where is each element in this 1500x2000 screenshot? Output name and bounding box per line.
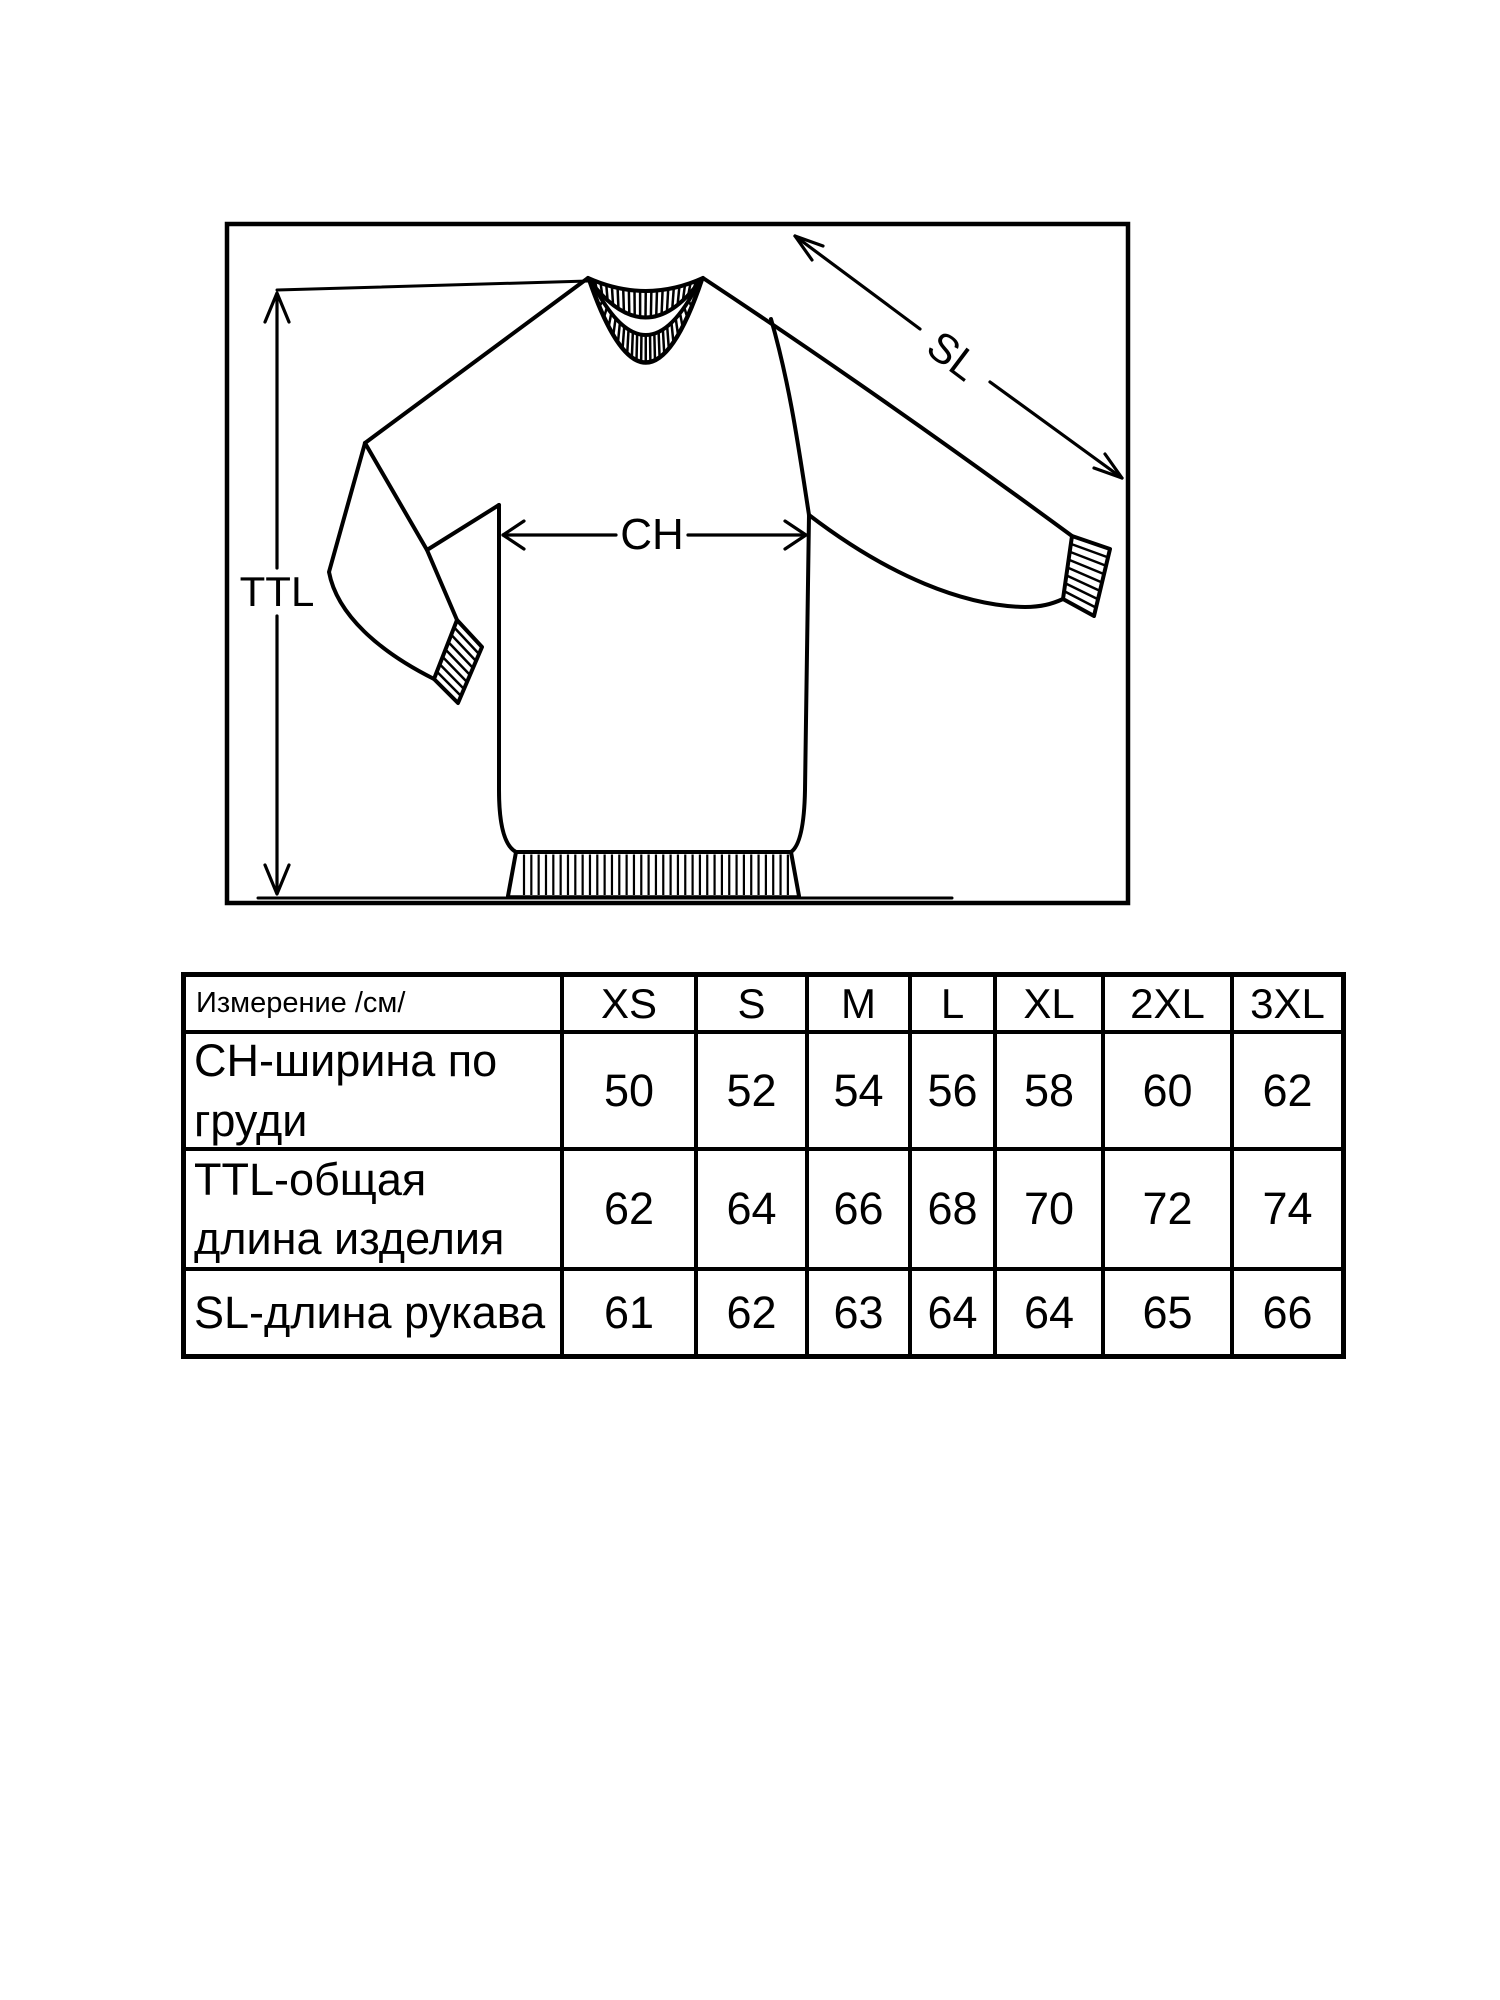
size-value: 68 [912,1151,997,1271]
size-value: 61 [564,1271,698,1354]
sl-label: SL [918,321,988,390]
row-label: SL-длина рукава [186,1271,564,1354]
size-table-grid [186,977,1341,1354]
row-label: TTL-общая длина изделия [186,1151,564,1271]
size-diagram [0,0,1500,960]
size-value: 60 [1105,1034,1234,1151]
size-value: 66 [809,1151,912,1271]
right-cuff-ribbing [1064,544,1108,608]
size-value: 64 [912,1271,997,1354]
row-label: CH-ширина по груди [186,1034,564,1151]
size-value: 74 [1234,1151,1341,1271]
ttl-dimension-arrow [258,281,952,898]
size-value: 62 [698,1271,809,1354]
table-header-size-L: L [912,977,997,1034]
table-header-size-3XL: 3XL [1234,977,1341,1034]
table-header-size-2XL: 2XL [1105,977,1234,1034]
size-value: 62 [1234,1034,1341,1151]
size-value: 52 [698,1034,809,1151]
size-value: 63 [809,1271,912,1354]
table-header-size-M: M [809,977,912,1034]
size-value: 64 [997,1271,1105,1354]
size-value: 66 [1262,1286,1313,1338]
table-header-size-S: S [698,977,809,1034]
size-value: 64 [698,1151,809,1271]
size-value: 70 [997,1151,1105,1271]
size-value: 65 [1105,1271,1234,1354]
table-header-size-XL: XL [997,977,1105,1034]
size-table [181,972,1346,1359]
size-value: 72 [1105,1151,1234,1271]
size-value: 50 [564,1034,698,1151]
ch-label: CH [620,510,684,559]
sweater-outline [329,278,1110,897]
table-header-size-XS: XS [564,977,698,1034]
table-header-measure: Измерение /см/ [186,977,564,1034]
hem-ribbing [524,855,788,896]
ttl-label: TTL [239,568,315,615]
size-value: 62 [564,1151,698,1271]
size-value: 58 [997,1034,1105,1151]
size-value: 54 [809,1034,912,1151]
size-value: 56 [912,1034,997,1151]
